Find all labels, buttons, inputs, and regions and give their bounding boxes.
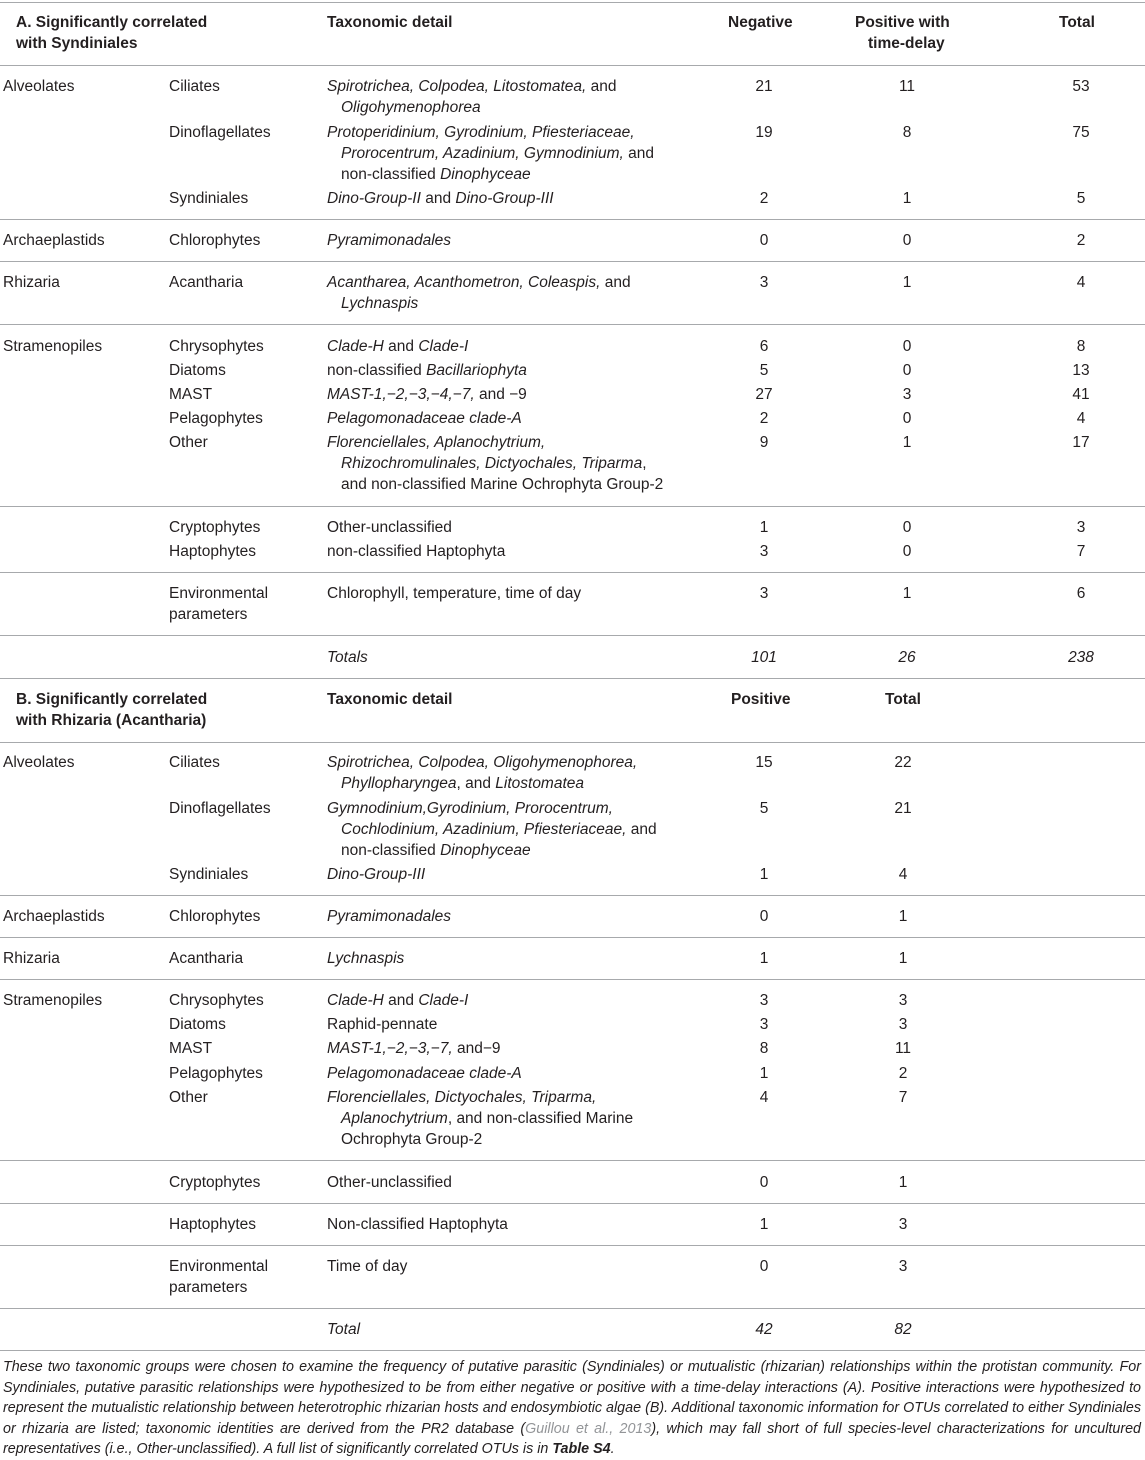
section-divider [0,678,1145,679]
row-divider [0,219,1145,220]
row-divider [0,979,1145,980]
grand-total: 238 [1068,649,1094,666]
header-group-line1: A. Significantly correlated [16,14,208,31]
detail-text: Pyramimonadales [327,232,452,249]
detail-text: Protoperidinium, Gyrodinium, Pfiesteriaceae, [327,124,635,141]
header-rule [0,742,1145,743]
header-positive-line2: time-delay [868,35,945,52]
total-value: 53 [1072,78,1090,95]
detail-text: Gymnodinium,Gyrodinium, Prorocentrum, [327,800,613,817]
detail-text: Spirotrichea, Colpodea, Litostomatea, and [327,78,617,95]
header-group-line2: with Syndiniales [16,35,138,52]
total-value: 41 [1072,386,1090,403]
detail-text: Pelagomonadaceae clade-A [327,410,522,427]
grand-total: 82 [894,1321,912,1338]
positive-value: 1 [759,866,769,883]
detail-text: Dino-Group-III [327,866,426,883]
header-group-line2: with Rhizaria (Acantharia) [16,712,207,729]
positive-value: 1 [759,950,769,967]
detail-text: non-classified Bacillariophyta [327,362,527,379]
total-value: 8 [1076,338,1086,355]
taxon-label: Dinoflagellates [169,124,271,141]
negative-value: 2 [759,190,769,207]
row-divider [0,324,1145,325]
detail-text-line2: Rhizochromulinales, Dictyochales, Triparma, [341,455,647,472]
total-value: 3 [898,1016,908,1033]
taxon-label: Diatoms [169,1016,226,1033]
table-s4-link[interactable]: Table S4 [552,1441,611,1457]
taxon-label: Ciliates [169,78,220,95]
total-value: 13 [1072,362,1090,379]
row-divider [0,937,1145,938]
positive-value: 1 [902,585,912,602]
group-label: Rhizaria [3,950,60,967]
taxon-label: Haptophytes [169,1216,257,1233]
table-top-rule [0,2,1145,3]
detail-text-line2: Lychnaspis [341,295,419,312]
positive-total: 26 [898,649,916,666]
taxon-label: Cryptophytes [169,1174,261,1191]
total-value: 2 [898,1065,908,1082]
positive-value: 0 [759,1174,769,1191]
negative-value: 21 [755,78,773,95]
positive-value: 0 [759,908,769,925]
negative-total: 101 [751,649,777,666]
header-negative: Negative [728,14,793,31]
total-value: 5 [1076,190,1086,207]
taxon-label: Pelagophytes [169,1065,263,1082]
positive-value: 3 [759,992,769,1009]
positive-value: 0 [902,232,912,249]
detail-text: MAST-1,−2,−3,−4,−7, and −9 [327,386,527,403]
positive-value: 15 [755,754,773,771]
total-value: 2 [1076,232,1086,249]
total-value: 11 [894,1040,912,1057]
row-divider [0,1245,1145,1246]
total-value: 1 [898,1174,908,1191]
taxon-label: Chlorophytes [169,232,261,249]
detail-text-line2: Prorocentrum, Azadinium, Gymnodinium, and [341,145,655,162]
detail-text: Chlorophyll, temperature, time of day [327,585,582,602]
row-divider [0,895,1145,896]
taxon-label-line2: parameters [169,606,248,623]
taxon-label: Other [169,434,208,451]
total-value: 7 [898,1089,908,1106]
total-value: 3 [898,1258,908,1275]
taxon-label: Other [169,1089,208,1106]
positive-value: 11 [898,78,916,95]
total-value: 3 [898,1216,908,1233]
positive-value: 8 [902,124,912,141]
header-detail: Taxonomic detail [327,14,453,31]
detail-text-line2: Phyllopharyngea, and Litostomatea [341,775,585,792]
positive-value: 0 [902,519,912,536]
taxon-label: Environmental [169,585,269,602]
detail-text: Clade-H and Clade-I [327,992,469,1009]
group-label: Archaeplastids [3,908,105,925]
table-footnote: These two taxonomic groups were chosen to examine the frequency of putative parasitic (Syndiniales) or mutualistic (rhizarian) relationships within the protistan community. For Syndiniales, putative parasitic relationships were hypothesized to be from either negative or positive with a time-delay interactions (A). Positive interactions were hypothesized to represent the mutualistic relationship between heterotrophic rhizarian hosts and endosymbiotic algae (B). Additional taxonomic information for OTUs correlated to either Syndiniales or rhizaria are listed; taxonomic identities are derived from the PR2 database (Guillou et al., 2013), which may fall short of full species-level characterizations for uncultured representatives (i.e., Other-unclassified). A full list of significantly correlated OTUs is in Table S4. [3,1359,1141,1457]
taxon-label: Dinoflagellates [169,800,271,817]
total-value: 22 [894,754,912,771]
taxon-label: MAST [169,1040,213,1057]
group-label: Stramenopiles [3,992,103,1009]
total-value: 1 [898,950,908,967]
header-rule [0,65,1145,66]
positive-value: 0 [902,338,912,355]
positive-total: 42 [755,1321,773,1338]
taxon-label: Chrysophytes [169,338,264,355]
detail-text-line2: Oligohymenophorea [341,99,481,116]
detail-text-line2: Aplanochytrium, and non-classified Marine [341,1110,634,1127]
taxon-label: Chrysophytes [169,992,264,1009]
detail-text: Raphid-pennate [327,1016,438,1033]
positive-value: 4 [759,1089,769,1106]
taxon-label: MAST [169,386,213,403]
detail-text: Lychnaspis [327,950,405,967]
row-divider [0,1308,1145,1309]
total-value: 7 [1076,543,1086,560]
row-divider [0,1160,1145,1161]
negative-value: 3 [759,274,769,291]
taxon-label: Cryptophytes [169,519,261,536]
group-label: Archaeplastids [3,232,105,249]
taxon-label: Acantharia [169,274,244,291]
group-label: Alveolates [3,78,75,95]
positive-value: 1 [759,1065,769,1082]
positive-value: 1 [902,190,912,207]
total-value: 3 [898,992,908,1009]
taxon-label: Haptophytes [169,543,257,560]
header-detail: Taxonomic detail [327,691,453,708]
row-divider [0,635,1145,636]
total-value: 4 [1076,410,1086,427]
total-value: 75 [1072,124,1090,141]
positive-value: 3 [759,1016,769,1033]
header-total: Total [885,691,921,708]
detail-text: Spirotrichea, Colpodea, Oligohymenophorea, [327,754,638,771]
detail-text: Clade-H and Clade-I [327,338,469,355]
header-total: Total [1059,14,1095,31]
detail-text: Other-unclassified [327,519,452,536]
row-divider [0,261,1145,262]
detail-text: Time of day [327,1258,408,1275]
group-label: Alveolates [3,754,75,771]
row-divider [0,1203,1145,1204]
group-label: Stramenopiles [3,338,103,355]
taxon-label: Syndiniales [169,190,249,207]
negative-value: 1 [759,519,769,536]
taxon-label: Chlorophytes [169,908,261,925]
totals-label: Totals [327,649,368,666]
negative-value: 9 [759,434,769,451]
taxon-label: Environmental [169,1258,269,1275]
detail-text: Dino-Group-II and Dino-Group-III [327,190,554,207]
positive-value: 1 [759,1216,769,1233]
table-bottom-rule [0,1350,1145,1351]
positive-value: 8 [759,1040,769,1057]
row-divider [0,506,1145,507]
total-value: 4 [898,866,908,883]
header-group-line1: B. Significantly correlated [16,691,208,708]
positive-value: 5 [759,800,769,817]
total-value: 17 [1072,434,1090,451]
total-value: 4 [1076,274,1086,291]
positive-value: 1 [902,434,912,451]
group-label: Rhizaria [3,274,60,291]
positive-value: 0 [759,1258,769,1275]
detail-text: Acantharea, Acanthometron, Coleaspis, and [327,274,631,291]
row-divider [0,572,1145,573]
negative-value: 3 [759,543,769,560]
detail-text: MAST-1,−2,−3,−7, and−9 [327,1040,501,1057]
negative-value: 2 [759,410,769,427]
header-positive: Positive [731,691,791,708]
total-value: 6 [1076,585,1086,602]
total-value: 3 [1076,519,1086,536]
detail-text-line2: Cochlodinium, Azadinium, Pfiesteriaceae, and [341,821,657,838]
detail-text: Pelagomonadaceae clade-A [327,1065,522,1082]
negative-value: 5 [759,362,769,379]
taxon-label: Ciliates [169,754,220,771]
negative-value: 27 [755,386,773,403]
detail-text: Florenciellales, Aplanochytrium, [327,434,546,451]
positive-value: 0 [902,410,912,427]
detail-text: Non-classified Haptophyta [327,1216,508,1233]
positive-value: 1 [902,274,912,291]
negative-value: 19 [755,124,773,141]
taxon-label: Acantharia [169,950,244,967]
taxon-label: Syndiniales [169,866,249,883]
taxon-label: Diatoms [169,362,226,379]
detail-text-line3: non-classified Dinophyceae [341,842,531,859]
header-positive-line1: Positive with [855,14,950,31]
positive-value: 3 [902,386,912,403]
positive-value: 0 [902,362,912,379]
taxon-label-line2: parameters [169,1279,248,1296]
total-value: 1 [898,908,908,925]
detail-text-line3: and non-classified Marine Ochrophyta Group-2 [341,476,664,493]
negative-value: 3 [759,585,769,602]
citation-link[interactable]: Guillou et al., 2013 [525,1420,652,1437]
detail-text: Other-unclassified [327,1174,452,1191]
negative-value: 6 [759,338,769,355]
detail-text-line3: Ochrophyta Group-2 [341,1131,483,1148]
negative-value: 0 [759,232,769,249]
taxon-label: Pelagophytes [169,410,263,427]
total-value: 21 [894,800,912,817]
detail-text-line3: non-classified Dinophyceae [341,166,531,183]
positive-value: 0 [902,543,912,560]
totals-label: Total [327,1321,361,1338]
detail-text: Pyramimonadales [327,908,452,925]
detail-text: Florenciellales, Dictyochales, Triparma, [327,1089,597,1106]
detail-text: non-classified Haptophyta [327,543,506,560]
